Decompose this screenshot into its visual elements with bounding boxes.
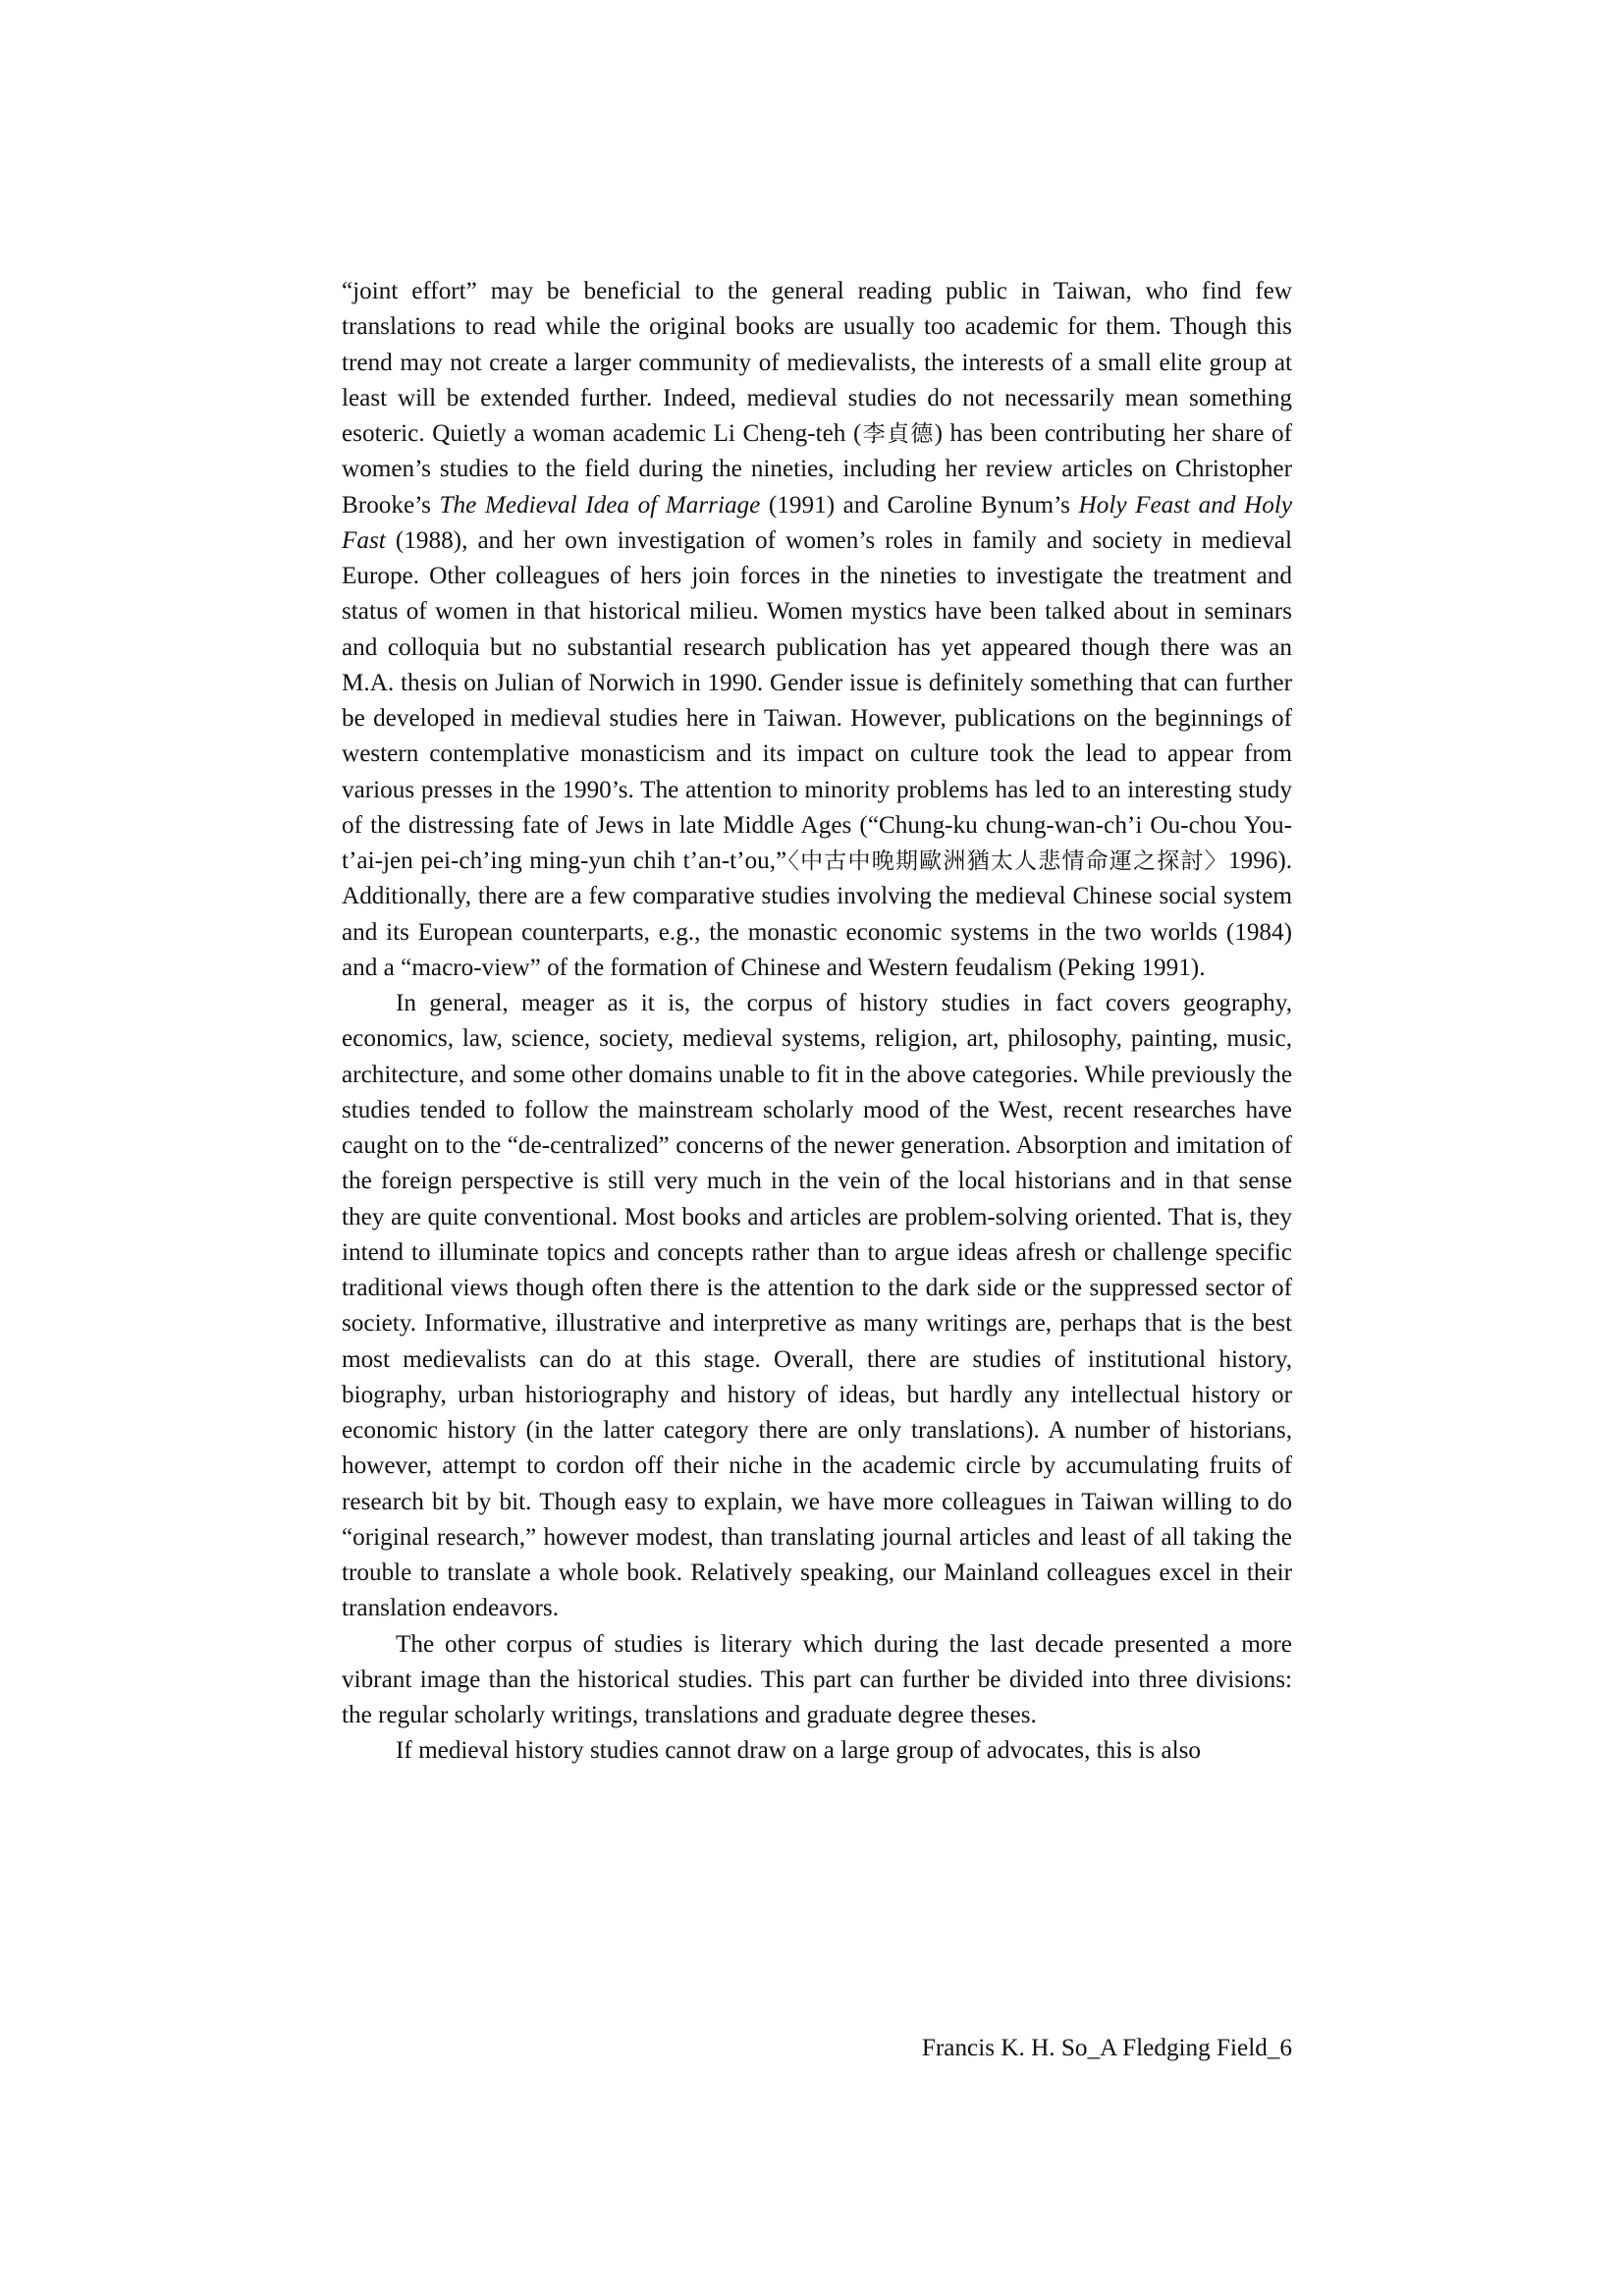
running-footer: Francis K. H. So_A Fledging Field_6 <box>921 2035 1292 2061</box>
text-run: In general, meager as it is, the corpus of history studies in fact covers geography, economics, law, science, society, medieval systems, religion, art, philosophy, painting, music, architecture, and some other domains unable to fit in the above categories. While previously the studies tended to follow the mainstream scholarly mood of the West, recent researches have caught on to the “de-centralized” concerns of the newer generation. Absorption and imitation of the foreign perspective is still very much in the vein of the local historians and in that sense they are quite conventional. Most books and articles are problem-solving oriented. That is, they intend to illuminate topics and concepts rather than to argue ideas afresh or challenge specific traditional views though often there is the attention to the dark side or the suppressed sector of society. Informative, illustrative and interpretive as many writings are, perhaps that is the best most medievalists can do at this stage. Overall, there are studies of institutional history, biography, urban historiography and history of ideas, but hardly any intellectual history or economic history (in the latter category there are only translations). A number of historians, however, attempt to cordon off their niche in the academic circle by accumulating fruits of research bit by bit. Though easy to explain, we have more colleagues in Taiwan willing to do “original research,” however modest, than translating journal articles and least of all taking the trouble to translate a whole book. Relatively speaking, our Mainland colleagues excel in their translation endeavors. <box>342 990 1292 1622</box>
text-run: “joint effort” may be beneficial to the general reading public in Taiwan, who find few translations to read while the original books are usually too academic for them. Though this trend may not create a larger community of medievalists, the interests of a small elite group at least will be extended further. Indeed, medieval studies do not necessarily mean something esoteric. Quietly a woman academic Li Cheng-teh ( <box>342 278 1292 447</box>
text-run: (1991) and Caroline Bynum’s <box>760 491 1079 519</box>
chinese-title: 〈中古中晚期歐洲猶太人悲情命運之探討〉 <box>786 848 1228 874</box>
paragraph-1 <box>342 274 1292 986</box>
paragraph-2 <box>342 986 1292 1627</box>
paragraph-3 <box>342 1627 1292 1734</box>
chinese-name: 李貞德 <box>861 421 935 447</box>
paragraph-4 <box>342 1733 1292 1769</box>
text-run: The other corpus of studies is literary which during the last decade presented a more vibrant image than the historical studies. This part can further be divided into three divisions: the regular scholarly writings, translations and graduate degree theses. <box>342 1630 1292 1728</box>
body-text <box>342 274 1292 1770</box>
text-run: ) has been contributing her share of women’s studies to the field during the nineties, including her review articles on Christopher Brooke’s <box>342 420 1293 519</box>
book-title: The Medieval Idea of Marriage <box>439 491 761 519</box>
text-run: 1996). Additionally, there are a few comparative studies involving the medieval Chinese social system and its European counterparts, e.g., the monastic economic systems in the two worlds (1984) and a “macro-view” of the formation of Chinese and Western feudalism (Peking 1991). <box>342 847 1292 981</box>
book-title: Holy Feast and Holy Fast <box>342 491 1293 554</box>
text-run: If medieval history studies cannot draw on a large group of advocates, this is also <box>396 1737 1202 1765</box>
text-run: (1988), and her own investigation of women’s roles in family and society in medieval Europe. Other colleagues of hers join forces in the nineties to investigate the treatment and status of women in that historical milieu. Women mystics have been talked about in seminars and colloquia but no substantial research publication has yet appeared though there was an M.A. thesis on Julian of Norwich in 1990. Gender issue is definitely something that can further be developed in medieval studies here in Taiwan. However, publications on the beginnings of western contemplative monasticism and its impact on culture took the lead to appear from various presses in the 1990’s. The attention to minority problems has led to an interesting study of the distressing fate of Jews in late Middle Ages (“Chung-ku chung-wan-ch’i Ou-chou You-t’ai-jen pei-ch’ing ming-yun chih t’an-t’ou,” <box>342 526 1292 874</box>
